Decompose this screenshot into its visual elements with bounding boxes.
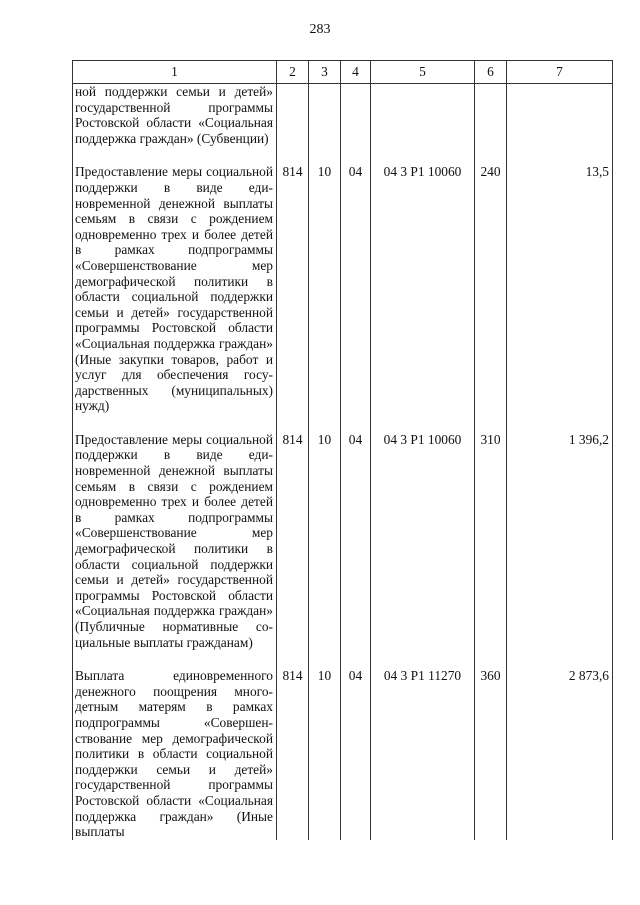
- row-ministry: 814: [277, 668, 309, 840]
- col-header-2: 2: [277, 61, 309, 84]
- row-ministry: 814: [277, 164, 309, 432]
- row-subsection: 04: [341, 668, 371, 840]
- row-target-article: 04 3 P1 11270: [371, 668, 475, 840]
- row-target-article: 04 3 P1 10060: [371, 432, 475, 668]
- row-ministry: [277, 84, 309, 165]
- row-expense-type: 360: [475, 668, 507, 840]
- row-amount: 2 873,6: [507, 668, 613, 840]
- col-header-6: 6: [475, 61, 507, 84]
- row-description: Предоставление меры социальной поддержки в виде единовременной денежной выплаты семьям в связи с рождением одновременно трех и более детей в рамках подпрограммы «Совершенствование мер демографической политики в области социальной поддержки семьи и детей» государственной программы Ростовской области «Социальная поддержка граждан» (Публичные нормативные социальные выплаты гражданам): [73, 432, 277, 668]
- col-header-7: 7: [507, 61, 613, 84]
- row-target-article: [371, 84, 475, 165]
- row-section: 10: [309, 668, 341, 840]
- row-section: [309, 84, 341, 165]
- row-amount: 1 396,2: [507, 432, 613, 668]
- header-row: [73, 61, 613, 84]
- row-section: 10: [309, 164, 341, 432]
- table-row: [73, 164, 613, 432]
- row-description: Предоставление меры социальной поддержки в виде единовременной денежной выплаты семьям в связи с рождением одновременно трех и более детей в рамках подпрограммы «Совершенствование мер демографической политики в области социальной поддержки семьи и детей» государственной программы Ростовской области «Социальная поддержка граждан» (Иные закупки товаров, работ и услуг для обеспечения государственных (муниципальных) нужд): [73, 164, 277, 432]
- row-description: ной поддержки семьи и детей» государственной программы Ростовской области «Социальная поддержка граждан» (Субвенции): [73, 84, 277, 165]
- col-header-3: 3: [309, 61, 341, 84]
- row-expense-type: [475, 84, 507, 165]
- budget-table: [72, 60, 613, 840]
- table-row: [73, 84, 613, 165]
- row-section: 10: [309, 432, 341, 668]
- row-expense-type: 310: [475, 432, 507, 668]
- row-subsection: 04: [341, 164, 371, 432]
- page-number: 283: [309, 22, 331, 37]
- col-header-5: 5: [371, 61, 475, 84]
- row-ministry: 814: [277, 432, 309, 668]
- col-header-4: 4: [341, 61, 371, 84]
- row-amount: [507, 84, 613, 165]
- col-header-1: 1: [73, 61, 277, 84]
- row-subsection: 04: [341, 432, 371, 668]
- table-row: [73, 668, 613, 840]
- row-subsection: [341, 84, 371, 165]
- row-amount: 13,5: [507, 164, 613, 432]
- row-expense-type: 240: [475, 164, 507, 432]
- row-target-article: 04 3 P1 10060: [371, 164, 475, 432]
- table-row: [73, 432, 613, 668]
- row-description: Выплата единовременного денежного поощрения многодетным матерям в рамках подпрограммы «Совершенствование мер демографической политики в области социальной поддержки семьи и детей» государственной программы Ростовской области «Социальная поддержка граждан» (Иные выплаты: [73, 668, 277, 840]
